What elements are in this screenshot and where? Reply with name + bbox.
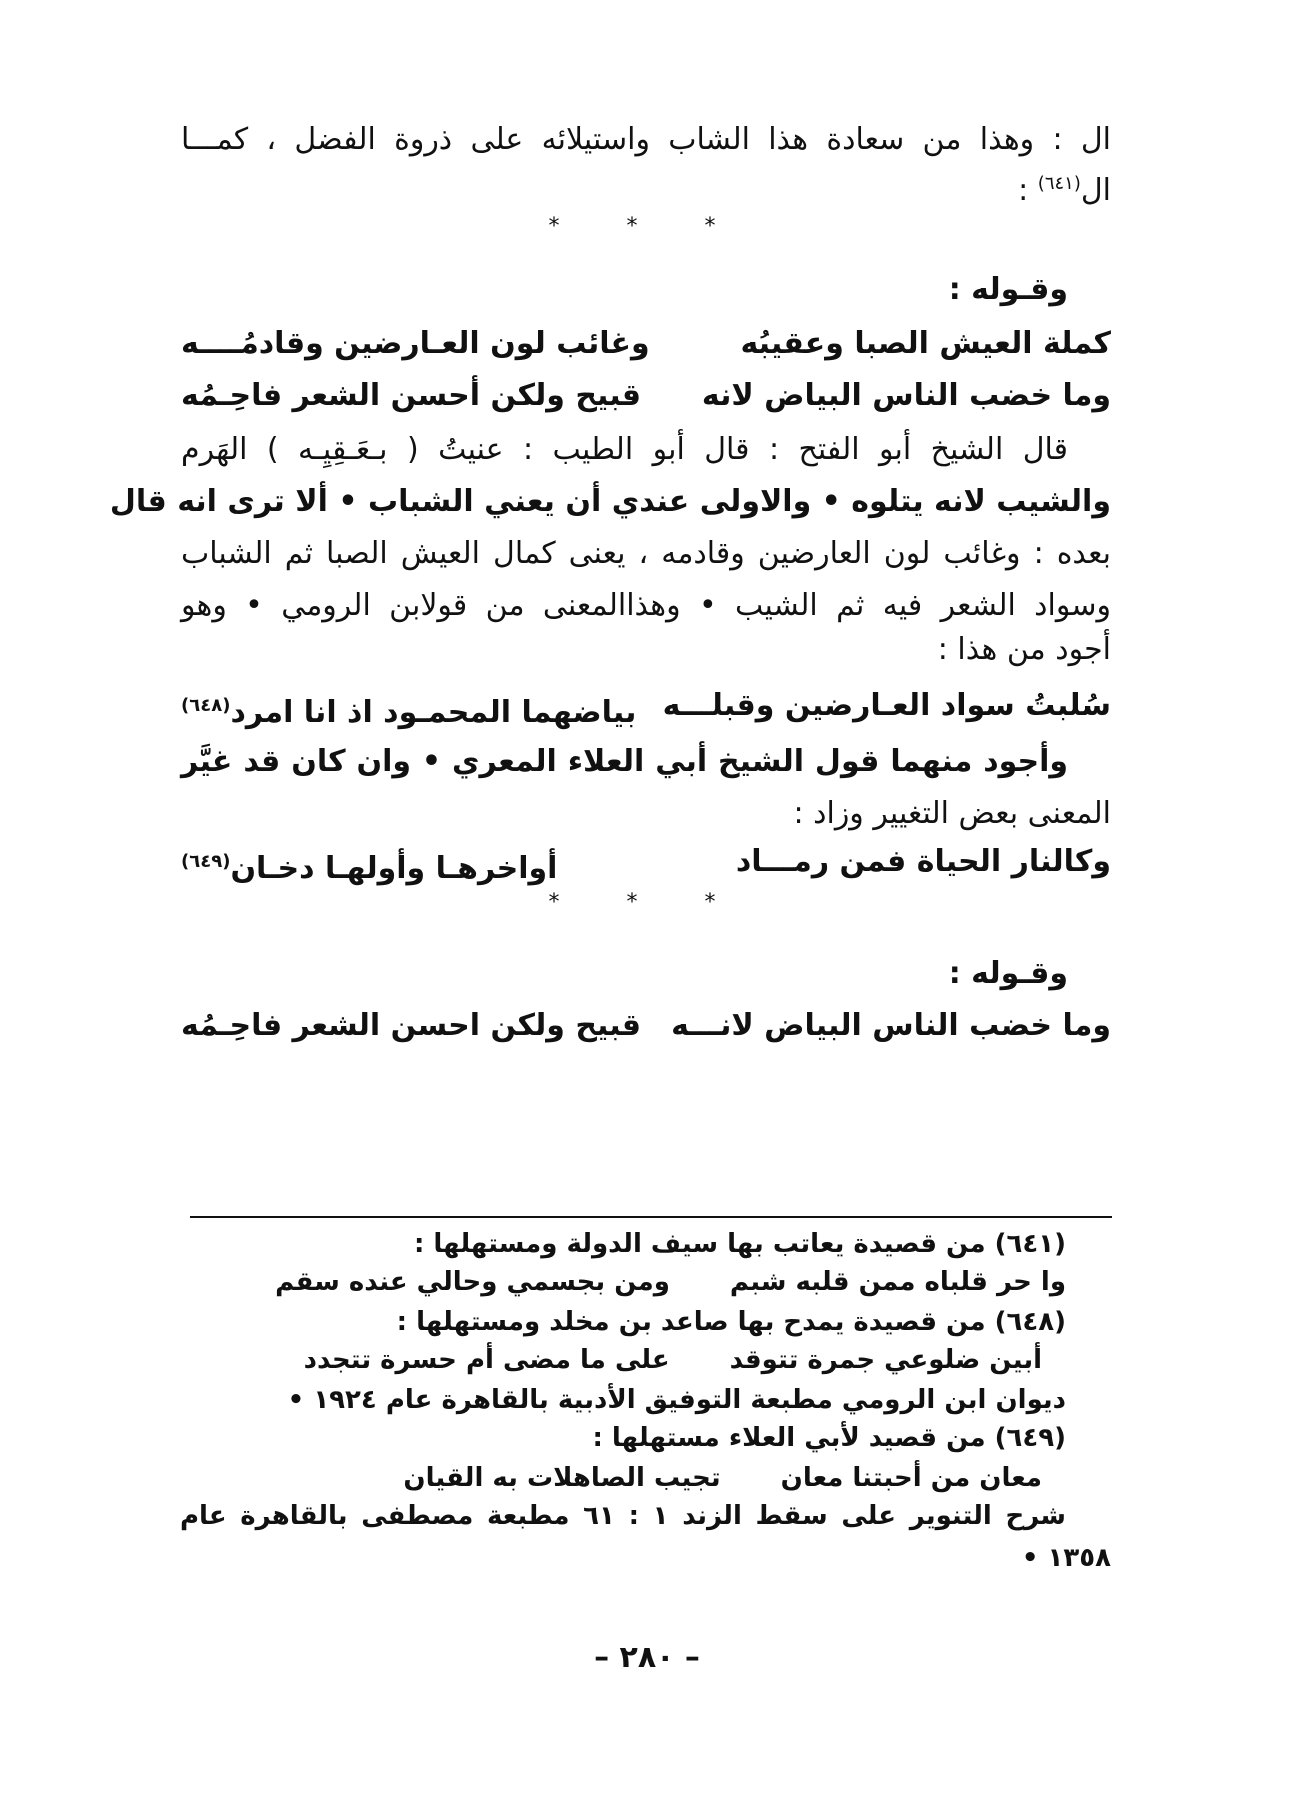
- intro-colon: :: [1018, 173, 1029, 208]
- footnote-ref-649: (٦٤٩): [181, 851, 231, 872]
- section-separator: * * *: [548, 214, 746, 239]
- verse-hemistich-first: سُلبتُ سواد العـارضين وقبلـــه: [662, 688, 1111, 723]
- footnote-hemistich-second: على ما مضى أم حسرة تتجدد: [303, 1345, 670, 1375]
- intro-line: ال : وهذا من سعادة هذا الشاب واستيلائه على ذروة الفضل ، كمـــا: [181, 122, 1111, 157]
- section-heading: وقـوله :: [948, 272, 1068, 307]
- footnote-hemistich-first: وا حر قلباه ممن قلبه شبم: [729, 1267, 1066, 1297]
- intro-line-2: [181, 162, 1111, 213]
- footnote-649: (٦٤٩) من قصيد لأبي العلاء مستهلها :: [592, 1423, 1066, 1453]
- commentary-line: بعده : وغائب لون العارضين وقادمه ، يعنى كمال العيش الصبا ثم الشباب: [181, 536, 1111, 571]
- verse-hemistich-second: بياضهما المحمـود اذ انا امرد: [230, 695, 637, 730]
- verse-hemistich-second-with-ref: [181, 840, 557, 891]
- verse-hemistich-first: كملة العيش الصبا وعقيبُه: [740, 326, 1111, 361]
- footnote-ref-641: (٦٤١): [1037, 173, 1081, 194]
- verse-line: [181, 374, 1111, 418]
- footnote-648: (٦٤٨) من قصيدة يمدح بها صاعد بن مخلد ومستهلها :: [396, 1307, 1066, 1337]
- commentary-line: وأجود منهما قول الشيخ أبي العلاء المعري • وان كان قد غيَّر: [181, 744, 1068, 779]
- footnote-verse: [403, 1460, 1042, 1496]
- verse-hemistich-second: وغائب لون العـارضين وقادمُــــه: [181, 326, 650, 361]
- verse-line: [181, 684, 1111, 735]
- footnote-ref-648: (٦٤٨): [181, 695, 231, 716]
- verse-hemistich-second: أواخرهـا وأولهـا دخـان: [230, 851, 558, 886]
- commentary-line: وسواد الشعر فيه ثم الشيب • وهذاالمعنى من قولابن الرومي • وهو: [181, 588, 1111, 623]
- section-heading: وقـوله :: [948, 956, 1068, 991]
- page-number: – ٢٨٠ –: [594, 1640, 700, 1675]
- footnote-hemistich-first: أبين ضلوعي جمرة تتوقد: [729, 1345, 1042, 1375]
- footnote-641: (٦٤١) من قصيدة يعاتب بها سيف الدولة ومستهلها :: [413, 1229, 1066, 1259]
- footnote-verse: [304, 1342, 1042, 1378]
- commentary-line: المعنى بعض التغيير وزاد :: [793, 796, 1111, 831]
- footnote-hemistich-second: ومن بجسمي وحالي عنده سقم: [275, 1267, 670, 1297]
- section-separator: * * *: [548, 890, 746, 915]
- commentary-line: والشيب لانه يتلوه • والاولى عندي أن يعني الشباب • ألا ترى انه قال: [109, 484, 1111, 519]
- footnote-source: ديوان ابن الرومي مطبعة التوفيق الأدبية بالقاهرة عام ١٩٢٤ •: [287, 1385, 1066, 1415]
- verse-hemistich-second: قبيح ولكن احسن الشعر فاحِـمُه: [181, 1008, 642, 1043]
- verse-hemistich-first: وكالنار الحياة فمن رمـــاد: [735, 844, 1111, 879]
- footnote-source: شرح التنوير على سقط الزند ١ : ٦١ مطبعة مصطفى بالقاهرة عام: [180, 1501, 1066, 1531]
- footnote-hemistich-second: تجيب الصاهلات به القيان: [403, 1463, 721, 1493]
- footnote-hemistich-first: معان من أحبتنا معان: [780, 1463, 1042, 1493]
- footnote-verse: [275, 1264, 1066, 1300]
- footnote-divider: [190, 1216, 1112, 1218]
- verse-line: [181, 1004, 1111, 1048]
- verse-hemistich-first: وما خضب الناس البياض لانـــه: [671, 1008, 1111, 1043]
- verse-line: [181, 322, 1111, 366]
- footnote-source-continued: ١٣٥٨ •: [1021, 1543, 1111, 1573]
- verse-hemistich-second: قبيح ولكن أحسن الشعر فاحِـمُه: [181, 378, 642, 413]
- verse-hemistich-first: وما خضب الناس البياض لانه: [701, 378, 1111, 413]
- verse-hemistich-second-with-ref: [181, 684, 636, 735]
- intro-word: ال: [1080, 173, 1111, 208]
- commentary-line: أجود من هذا :: [937, 632, 1111, 667]
- commentary-line: قال الشيخ أبو الفتح : قال أبو الطيب : عنيتُ ( بـعَـقِيِـه ) الهَرم: [181, 432, 1068, 467]
- verse-line: [181, 840, 1111, 891]
